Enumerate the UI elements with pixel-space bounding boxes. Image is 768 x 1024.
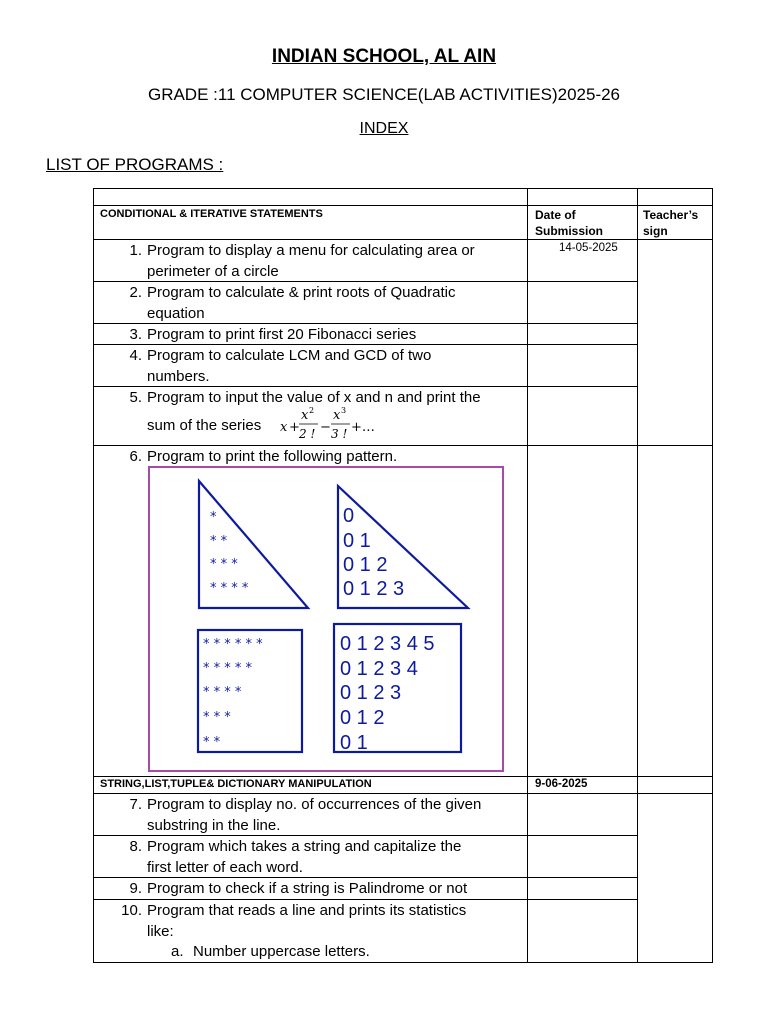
section-title-string: STRING,LIST,TUPLE& DICTIONARY MANIPULATION xyxy=(100,778,372,790)
number-triangle-row: 0 xyxy=(343,505,355,527)
date-header-line2: Submission xyxy=(535,224,604,238)
program-number: 2. xyxy=(129,284,142,301)
star-square-row: * * * * xyxy=(203,685,242,700)
program-number: 9. xyxy=(129,880,142,897)
number-square-row: 0 1 2 3 4 xyxy=(340,658,418,680)
program-text: sum of the series xyxy=(147,417,262,434)
program-text: Program to display a menu for calculating area or xyxy=(147,242,475,259)
program-number: 3. xyxy=(129,326,142,343)
program-text: Program to print the following pattern. xyxy=(147,448,398,465)
sign-header-line2: sign xyxy=(643,224,668,238)
formula-den3: 3 ! xyxy=(331,427,348,441)
sign-column-header xyxy=(643,207,698,239)
formula-num3: x xyxy=(333,408,341,423)
star-triangle-row: * * * * xyxy=(210,581,249,596)
formula-tail: +… xyxy=(351,420,375,435)
table-divider-program xyxy=(527,188,528,963)
sub-item-letter: a. xyxy=(171,943,184,960)
number-triangle-row: 0 1 xyxy=(343,530,371,552)
school-title: INDIAN SCHOOL, AL AIN xyxy=(271,46,497,67)
sub-item xyxy=(171,941,370,962)
star-square-row: * * * * * * xyxy=(203,637,263,652)
table-border-top xyxy=(93,188,713,189)
date-column-header xyxy=(535,207,603,239)
index-heading: INDEX xyxy=(359,120,409,137)
program-number: 6. xyxy=(129,448,142,465)
submission-date: 14-05-2025 xyxy=(559,242,618,254)
pattern-drawing xyxy=(148,466,504,772)
number-square-row: 0 1 2 3 xyxy=(340,682,402,704)
star-triangle-row: * * xyxy=(210,534,228,549)
program-text: equation xyxy=(147,305,205,322)
date-header-line1: Date of xyxy=(535,208,576,222)
grade-heading: GRADE :11 COMPUTER SCIENCE(LAB ACTIVITIES)2025-26 xyxy=(147,85,621,104)
program-text: like: xyxy=(147,923,174,940)
section-date: 9-06-2025 xyxy=(535,778,588,790)
formula-minus: − xyxy=(320,420,331,435)
program-number: 1. xyxy=(129,242,142,259)
formula-x: x xyxy=(280,420,288,435)
sub-item-text: Number uppercase letters. xyxy=(193,943,370,960)
table-border-right xyxy=(712,188,713,963)
program-text: first letter of each word. xyxy=(147,859,303,876)
formula-plus: + xyxy=(289,420,300,435)
table-divider-date xyxy=(637,188,638,963)
program-number: 7. xyxy=(129,796,142,813)
program-text: Program to check if a string is Palindrome or not xyxy=(147,880,468,897)
program-text: Program to calculate & print roots of Quadratic xyxy=(147,284,456,301)
star-square-row: * * xyxy=(203,735,221,750)
program-text: substring in the line. xyxy=(147,817,281,834)
list-of-programs-heading: LIST OF PROGRAMS : xyxy=(46,155,224,174)
formula-num2: x xyxy=(301,408,309,423)
row-line xyxy=(93,205,713,206)
program-number: 5. xyxy=(129,389,142,406)
row-line xyxy=(93,776,713,777)
program-text: Program to calculate LCM and GCD of two xyxy=(147,347,432,364)
program-text: perimeter of a circle xyxy=(147,263,279,280)
number-square-row: 0 1 2 3 4 5 xyxy=(340,633,435,655)
number-triangle-row: 0 1 2 3 xyxy=(343,578,405,600)
program-text: Program to input the value of x and n and print the xyxy=(147,389,481,406)
formula-exp2: 2 xyxy=(309,406,315,415)
section-title-conditional: CONDITIONAL & ITERATIVE STATEMENTS xyxy=(100,208,323,220)
star-square-row: * * * * * xyxy=(203,661,253,676)
number-square-row: 0 1 xyxy=(340,732,368,754)
sign-header-line1: Teacher’s xyxy=(643,208,699,222)
program-text: Program to print first 20 Fibonacci series xyxy=(147,326,417,343)
program-number: 10. xyxy=(121,902,142,919)
star-triangle-row: * xyxy=(210,510,217,525)
program-text: numbers. xyxy=(147,368,210,385)
number-triangle-row: 0 1 2 xyxy=(343,554,388,576)
program-text: Program that reads a line and prints its statistics xyxy=(147,902,467,919)
program-text: Program to display no. of occurrences of the given xyxy=(147,796,482,813)
series-formula xyxy=(278,405,378,445)
table-border-left xyxy=(93,188,94,963)
program-number: 8. xyxy=(129,838,142,855)
star-triangle-row: * * * xyxy=(210,557,238,572)
table-border-bottom xyxy=(93,962,713,963)
star-square-row: * * * xyxy=(203,710,231,725)
formula-den2: 2 ! xyxy=(299,427,316,441)
number-square-row: 0 1 2 xyxy=(340,707,385,729)
formula-exp3: 3 xyxy=(341,406,347,415)
program-number: 4. xyxy=(129,347,142,364)
program-text: Program which takes a string and capitalize the xyxy=(147,838,462,855)
